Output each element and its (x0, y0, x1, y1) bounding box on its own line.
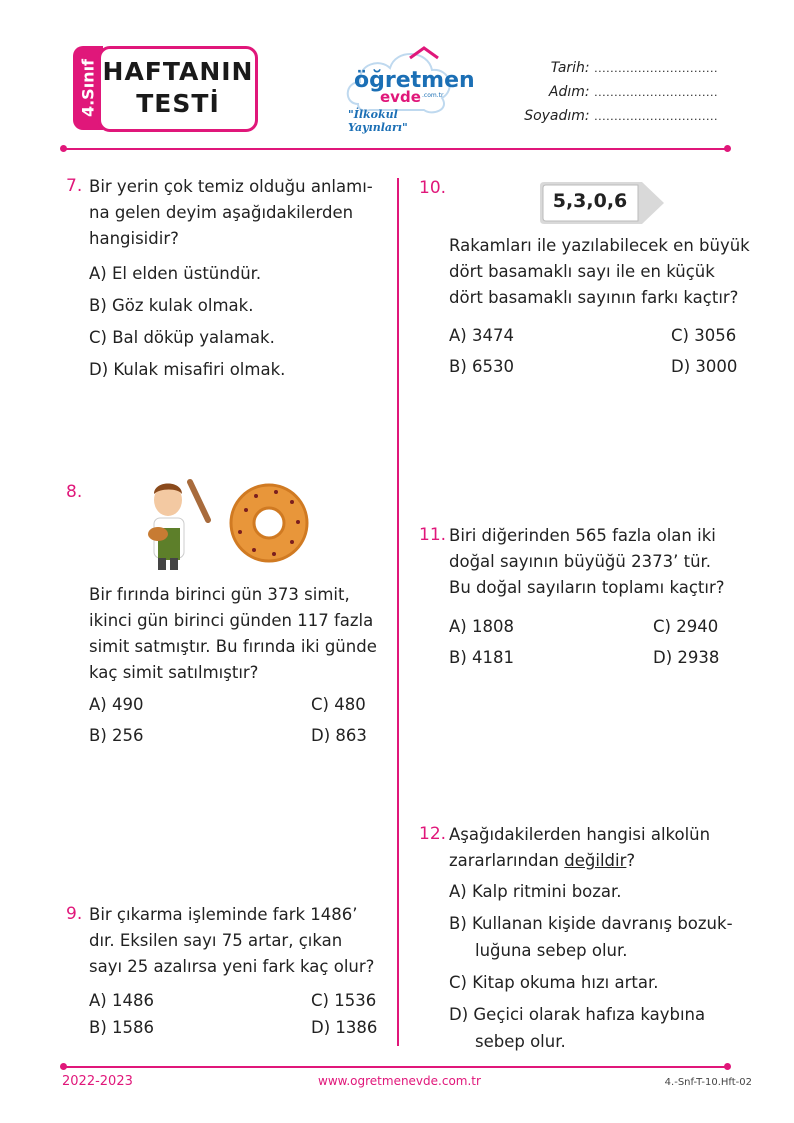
q10-number: 10. (419, 178, 447, 198)
q11-option-b[interactable]: B) 4181 (449, 648, 514, 667)
q10-option-c[interactable]: C) 3056 (671, 326, 737, 345)
baker-illustration-icon (140, 476, 220, 572)
q11-option-c[interactable]: C) 2940 (653, 617, 719, 636)
q10-text (449, 233, 750, 311)
simit-bagel-icon (226, 480, 312, 566)
q9-line: dır. Eksilen sayı 75 artar, çıkan (89, 931, 343, 950)
column-divider (397, 178, 399, 1046)
date-label: Tarih: (550, 60, 590, 76)
surname-dots: ............................... (594, 110, 718, 123)
q11-number: 11. (419, 525, 447, 545)
q10-option-a[interactable]: A) 3474 (449, 326, 514, 345)
q8-number: 8. (66, 482, 83, 502)
q11-option-d[interactable]: D) 2938 (653, 648, 720, 667)
q7-line: Bir yerin çok temiz olduğu anlamı- (89, 177, 373, 196)
q11-line: Bu doğal sayıların toplamı kaçtır? (449, 578, 725, 597)
q12-option-b-cont: luğuna sebep olur. (475, 941, 628, 960)
q8-line: simit satmıştır. Bu fırında iki günde (89, 637, 377, 656)
name-field[interactable] (549, 84, 718, 100)
q8-option-b[interactable]: B) 256 (89, 726, 144, 745)
q7-option-a[interactable]: A) El elden üstündür. (89, 264, 262, 283)
q12-option-b[interactable]: B) Kullanan kişide davranış bozuk- (449, 914, 733, 933)
logo-tagline: "İlkokul Yayınları" (348, 108, 408, 134)
q8-option-a[interactable]: A) 490 (89, 695, 144, 714)
q8-line: kaç simit satılmıştır? (89, 663, 259, 682)
footer-dot-right (724, 1063, 731, 1070)
divider-dot-right (724, 145, 731, 152)
q9-line: Bir çıkarma işleminde fark 1486’ (89, 905, 358, 924)
q8-line: ikinci gün birinci günden 117 fazla (89, 611, 374, 630)
q11-option-a[interactable]: A) 1808 (449, 617, 514, 636)
logo-domain-text: .com.tr (422, 92, 444, 99)
q12-number: 12. (419, 824, 447, 844)
q12-line-pre: zararlarından (449, 851, 565, 870)
q12-line: Aşağıdakilerden hangisi alkolün (449, 825, 711, 844)
q12-line-post: ? (626, 851, 636, 870)
footer-website-link[interactable]: www.ogretmenevde.com.tr (318, 1074, 481, 1088)
q9-option-c[interactable]: C) 1536 (311, 991, 377, 1010)
date-dots: ............................... (594, 62, 718, 75)
name-label: Adım: (548, 84, 590, 100)
q10-line: dört basamaklı sayının farkı kaçtır? (449, 288, 739, 307)
surname-field[interactable] (524, 108, 718, 124)
q8-option-d[interactable]: D) 863 (311, 726, 367, 745)
q7-option-c[interactable]: C) Bal döküp yalamak. (89, 328, 275, 347)
test-title-box (98, 46, 258, 132)
q7-text (89, 174, 373, 252)
q12-option-a[interactable]: A) Kalp ritmini bozar. (449, 882, 622, 901)
q10-line: Rakamları ile yazılabilecek en büyük (449, 236, 750, 255)
q10-option-d[interactable]: D) 3000 (671, 357, 738, 376)
q12-option-d[interactable]: D) Geçici olarak hafıza kaybına (449, 1005, 706, 1024)
q12-text (449, 822, 710, 874)
publisher-logo (340, 40, 475, 134)
q9-number: 9. (66, 904, 83, 924)
q9-text (89, 902, 374, 980)
q11-line: doğal sayının büyüğü 2373’ tür. (449, 552, 712, 571)
q11-text (449, 523, 725, 601)
digits-text: 5,3,0,6 (552, 190, 628, 212)
q9-option-b[interactable]: B) 1586 (89, 1018, 154, 1037)
footer-year: 2022-2023 (62, 1074, 133, 1089)
title-line-1: HAFTANIN (102, 57, 254, 86)
q7-option-b[interactable]: B) Göz kulak olmak. (89, 296, 254, 315)
logo-main-text: öğretmen (354, 68, 475, 93)
date-field[interactable] (551, 60, 718, 76)
digits-tag (538, 180, 666, 226)
name-dots: ............................... (594, 86, 718, 99)
logo-sub-text: evde (380, 88, 421, 106)
top-divider (64, 148, 728, 150)
q12-option-c[interactable]: C) Kitap okuma hızı artar. (449, 973, 659, 992)
title-line-2: TESTİ (136, 89, 220, 118)
q8-text (89, 582, 377, 686)
q12-line (449, 848, 710, 874)
footer-code: 4.-Snf-T-10.Hft-02 (664, 1077, 752, 1088)
q10-line: dört basamaklı sayı ile en küçük (449, 262, 715, 281)
q7-number: 7. (66, 176, 83, 196)
q7-line: na gelen deyim aşağıdakilerden (89, 203, 354, 222)
q8-option-c[interactable]: C) 480 (311, 695, 366, 714)
q12-underlined-word: değildir (564, 851, 627, 870)
grade-label: 4.Sınıf (78, 58, 98, 118)
q7-option-d[interactable]: D) Kulak misafiri olmak. (89, 360, 286, 379)
q10-option-b[interactable]: B) 6530 (449, 357, 514, 376)
q12-option-d-cont: sebep olur. (475, 1032, 566, 1051)
surname-label: Soyadım: (524, 108, 590, 124)
bottom-divider (64, 1066, 728, 1068)
q9-option-d[interactable]: D) 1386 (311, 1018, 378, 1037)
q9-option-a[interactable]: A) 1486 (89, 991, 154, 1010)
q7-line: hangisidir? (89, 229, 179, 248)
q8-line: Bir fırında birinci gün 373 simit, (89, 585, 350, 604)
q9-line: sayı 25 azalırsa yeni fark kaç olur? (89, 957, 375, 976)
q11-line: Biri diğerinden 565 fazla olan iki (449, 526, 716, 545)
